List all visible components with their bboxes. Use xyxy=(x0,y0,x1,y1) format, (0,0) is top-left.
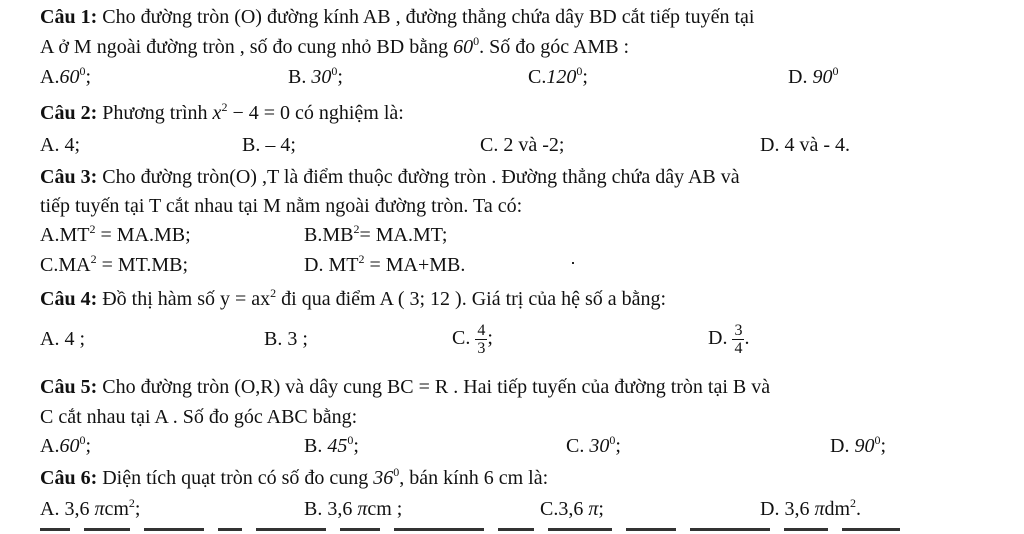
q4-text-b: đi qua điểm A ( 3; 12 ). Giá trị của hệ số a bằng: xyxy=(276,288,667,310)
q6-option-a-prefix: A. 3,6 xyxy=(40,498,95,520)
q2-option-a: A. 4; xyxy=(40,134,80,156)
q6-label: Câu 6: xyxy=(40,467,98,489)
q1-option-a xyxy=(40,64,91,90)
q6-option-c-pi: π xyxy=(588,498,599,520)
q6-line-1 xyxy=(40,465,548,491)
q3-label: Câu 3: xyxy=(40,166,98,188)
q1-line-2 xyxy=(40,34,629,60)
q3-option-d-sup: 2 xyxy=(358,252,365,266)
q5-option-b-value: 45 xyxy=(327,435,348,457)
q4-label: Câu 4: xyxy=(40,288,98,310)
q1-option-b-degree: 0 xyxy=(331,64,338,78)
q5-option-d xyxy=(830,433,886,459)
q5-option-a-prefix: A. xyxy=(40,435,60,457)
q6-option-d-suffix: . xyxy=(856,498,862,520)
q3-option-a-rhs: = MA.MB; xyxy=(95,224,191,246)
q6-option-d-pi: π xyxy=(814,498,825,520)
q5-option-a-suffix: ; xyxy=(85,435,92,457)
q4-option-c-suffix: ; xyxy=(487,327,493,349)
q4-option-c-prefix: C. xyxy=(452,327,471,349)
q4-option-d-prefix: D. xyxy=(708,327,728,349)
q3-option-b-rhs: = MA.MT; xyxy=(359,224,448,246)
q3-option-b-sup: 2 xyxy=(353,222,360,236)
q6-option-d-unit: dm xyxy=(824,498,851,520)
q6-option-c xyxy=(540,496,604,522)
q1-option-a-value: 60 xyxy=(59,66,80,88)
q5-option-d-suffix: ; xyxy=(880,435,887,457)
q1-option-c-prefix: C. xyxy=(528,66,547,88)
q1-line-1 xyxy=(40,4,754,30)
q4-line-1 xyxy=(40,286,666,312)
q6-option-a-sup: 2 xyxy=(128,496,135,510)
q4-option-a: A. 4 ; xyxy=(40,328,85,350)
q6-text-a: Diện tích quạt tròn có số đo cung xyxy=(97,467,374,489)
q1-option-d-degree: 0 xyxy=(832,64,839,78)
q4-option-d-numerator: 3 xyxy=(734,321,743,339)
q4-option-c-fraction xyxy=(475,322,487,357)
q6-option-b-pi: π xyxy=(357,498,368,520)
q3-text-1: Cho đường tròn(O) ,T là điểm thuộc đường tròn . Đường thẳng chứa dây AB và xyxy=(97,166,740,188)
q4-text-a: Đồ thị hàm số y = ax xyxy=(97,288,271,310)
q5-option-b-suffix: ; xyxy=(353,435,359,457)
q6-option-a-unit: cm xyxy=(104,498,129,520)
q6-option-b xyxy=(304,496,402,522)
q5-option-a-value: 60 xyxy=(59,435,80,457)
q5-label: Câu 5: xyxy=(40,376,98,398)
q3-option-c-rhs: = MT.MB; xyxy=(96,254,189,276)
q2-eq-rest: − 4 = 0 xyxy=(227,102,290,124)
q3-option-d-lhs: D. MT xyxy=(304,254,359,276)
q3-option-b xyxy=(304,222,447,248)
q3-option-b-lhs: B.MB xyxy=(304,224,354,246)
q5-option-a-degree: 0 xyxy=(79,433,86,447)
q1-option-d-value: 90 xyxy=(812,66,833,88)
q1-option-c xyxy=(528,64,588,90)
q6-option-a-pi: π xyxy=(94,498,105,520)
q5-option-d-value: 90 xyxy=(854,435,875,457)
q3-line-2: tiếp tuyến tại T cắt nhau tại M nằm ngoài đường tròn. Ta có: xyxy=(40,195,523,217)
q6-arc-value: 36 xyxy=(373,467,394,489)
q5-option-d-degree: 0 xyxy=(874,433,881,447)
q6-option-b-suffix: cm ; xyxy=(367,498,403,520)
q5-option-c-prefix: C. xyxy=(566,435,590,457)
q1-option-a-prefix: A. xyxy=(40,66,60,88)
q3-option-a xyxy=(40,222,191,248)
q2-option-c: C. 2 và -2; xyxy=(480,134,565,156)
q4-option-d-fraction xyxy=(732,322,744,357)
q6-option-a xyxy=(40,496,140,522)
q5-option-c-value: 30 xyxy=(589,435,610,457)
q1-option-b-suffix: ; xyxy=(337,66,343,88)
q4-sup: 2 xyxy=(270,286,277,300)
q1-label: Câu 1: xyxy=(40,6,98,28)
q5-option-c-suffix: ; xyxy=(615,435,621,457)
q6-arc-degree: 0 xyxy=(393,465,400,479)
q5-option-b-prefix: B. xyxy=(304,435,328,457)
q2-text-b: có nghiệm là: xyxy=(290,102,404,124)
q1-arc-degree: 0 xyxy=(473,34,480,48)
q1-option-a-suffix: ; xyxy=(85,66,92,88)
q2-option-b: B. – 4; xyxy=(242,134,296,156)
q1-option-c-degree: 0 xyxy=(576,64,583,78)
q3-option-a-lhs: A.MT xyxy=(40,224,90,246)
q1-option-b-value: 30 xyxy=(311,66,332,88)
q5-text-1: Cho đường tròn (O,R) và dây cung BC = R . Hai tiếp tuyến của đường tròn tại B và xyxy=(97,376,771,398)
q6-option-c-prefix: C.3,6 xyxy=(540,498,589,520)
q6-option-d-sup: 2 xyxy=(850,496,857,510)
q4-option-c xyxy=(452,318,493,358)
q2-eq-sup: 2 xyxy=(221,100,228,114)
q5-option-a xyxy=(40,433,91,459)
q6-option-b-prefix: B. 3,6 xyxy=(304,498,358,520)
q3-option-d-rhs: = MA+MB. xyxy=(364,254,466,276)
q4-option-d-denominator: 4 xyxy=(734,339,743,357)
q5-line-1 xyxy=(40,374,770,400)
q3-option-d xyxy=(304,252,465,278)
q4-option-d-suffix: . xyxy=(744,327,750,349)
q1-arc-value: 60 xyxy=(453,36,474,58)
q6-option-c-suffix: ; xyxy=(598,498,604,520)
q5-line-2: C cắt nhau tại A . Số đo góc ABC bằng: xyxy=(40,406,358,428)
q1-text-1: Cho đường tròn (O) đường kính AB , đường thẳng chứa dây BD cắt tiếp tuyến tại xyxy=(97,6,755,28)
q2-option-d: D. 4 và - 4. xyxy=(760,134,850,156)
q2-line-1 xyxy=(40,100,404,126)
stray-dot xyxy=(572,262,574,264)
q3-option-c-sup: 2 xyxy=(90,252,97,266)
q4-option-c-denominator: 3 xyxy=(477,339,486,357)
q1-text-2b: . Số đo góc AMB : xyxy=(479,36,630,58)
q1-option-b xyxy=(288,64,343,90)
q2-text-a: Phương trình xyxy=(97,102,213,124)
q1-option-d xyxy=(788,64,838,90)
q2-eq-x: x xyxy=(212,102,222,124)
q1-option-a-degree: 0 xyxy=(79,64,86,78)
q4-option-c-numerator: 4 xyxy=(477,321,486,339)
q5-option-d-prefix: D. xyxy=(830,435,855,457)
q6-option-d xyxy=(760,496,861,522)
q5-option-c-degree: 0 xyxy=(609,433,616,447)
q1-option-c-suffix: ; xyxy=(582,66,588,88)
q3-line-1 xyxy=(40,164,740,190)
q5-option-c xyxy=(566,433,621,459)
q6-text-b: , bán kính 6 cm là: xyxy=(399,467,549,489)
q2-label: Câu 2: xyxy=(40,102,98,124)
cropped-next-line xyxy=(40,528,980,534)
q4-option-b: B. 3 ; xyxy=(264,328,308,350)
q1-text-2a: A ở M ngoài đường tròn , số đo cung nhỏ BD bằng xyxy=(40,36,454,58)
q1-option-d-prefix: D. xyxy=(788,66,813,88)
q6-option-d-prefix: D. 3,6 xyxy=(760,498,815,520)
q1-option-c-value: 120 xyxy=(546,66,577,88)
q6-option-a-suffix: ; xyxy=(134,498,141,520)
q3-option-a-sup: 2 xyxy=(89,222,96,236)
q4-option-d xyxy=(708,318,749,358)
q5-option-b xyxy=(304,433,359,459)
q3-option-c-lhs: C.MA xyxy=(40,254,91,276)
q3-option-c xyxy=(40,252,188,278)
q1-option-b-prefix: B. xyxy=(288,66,312,88)
q5-option-b-degree: 0 xyxy=(347,433,354,447)
